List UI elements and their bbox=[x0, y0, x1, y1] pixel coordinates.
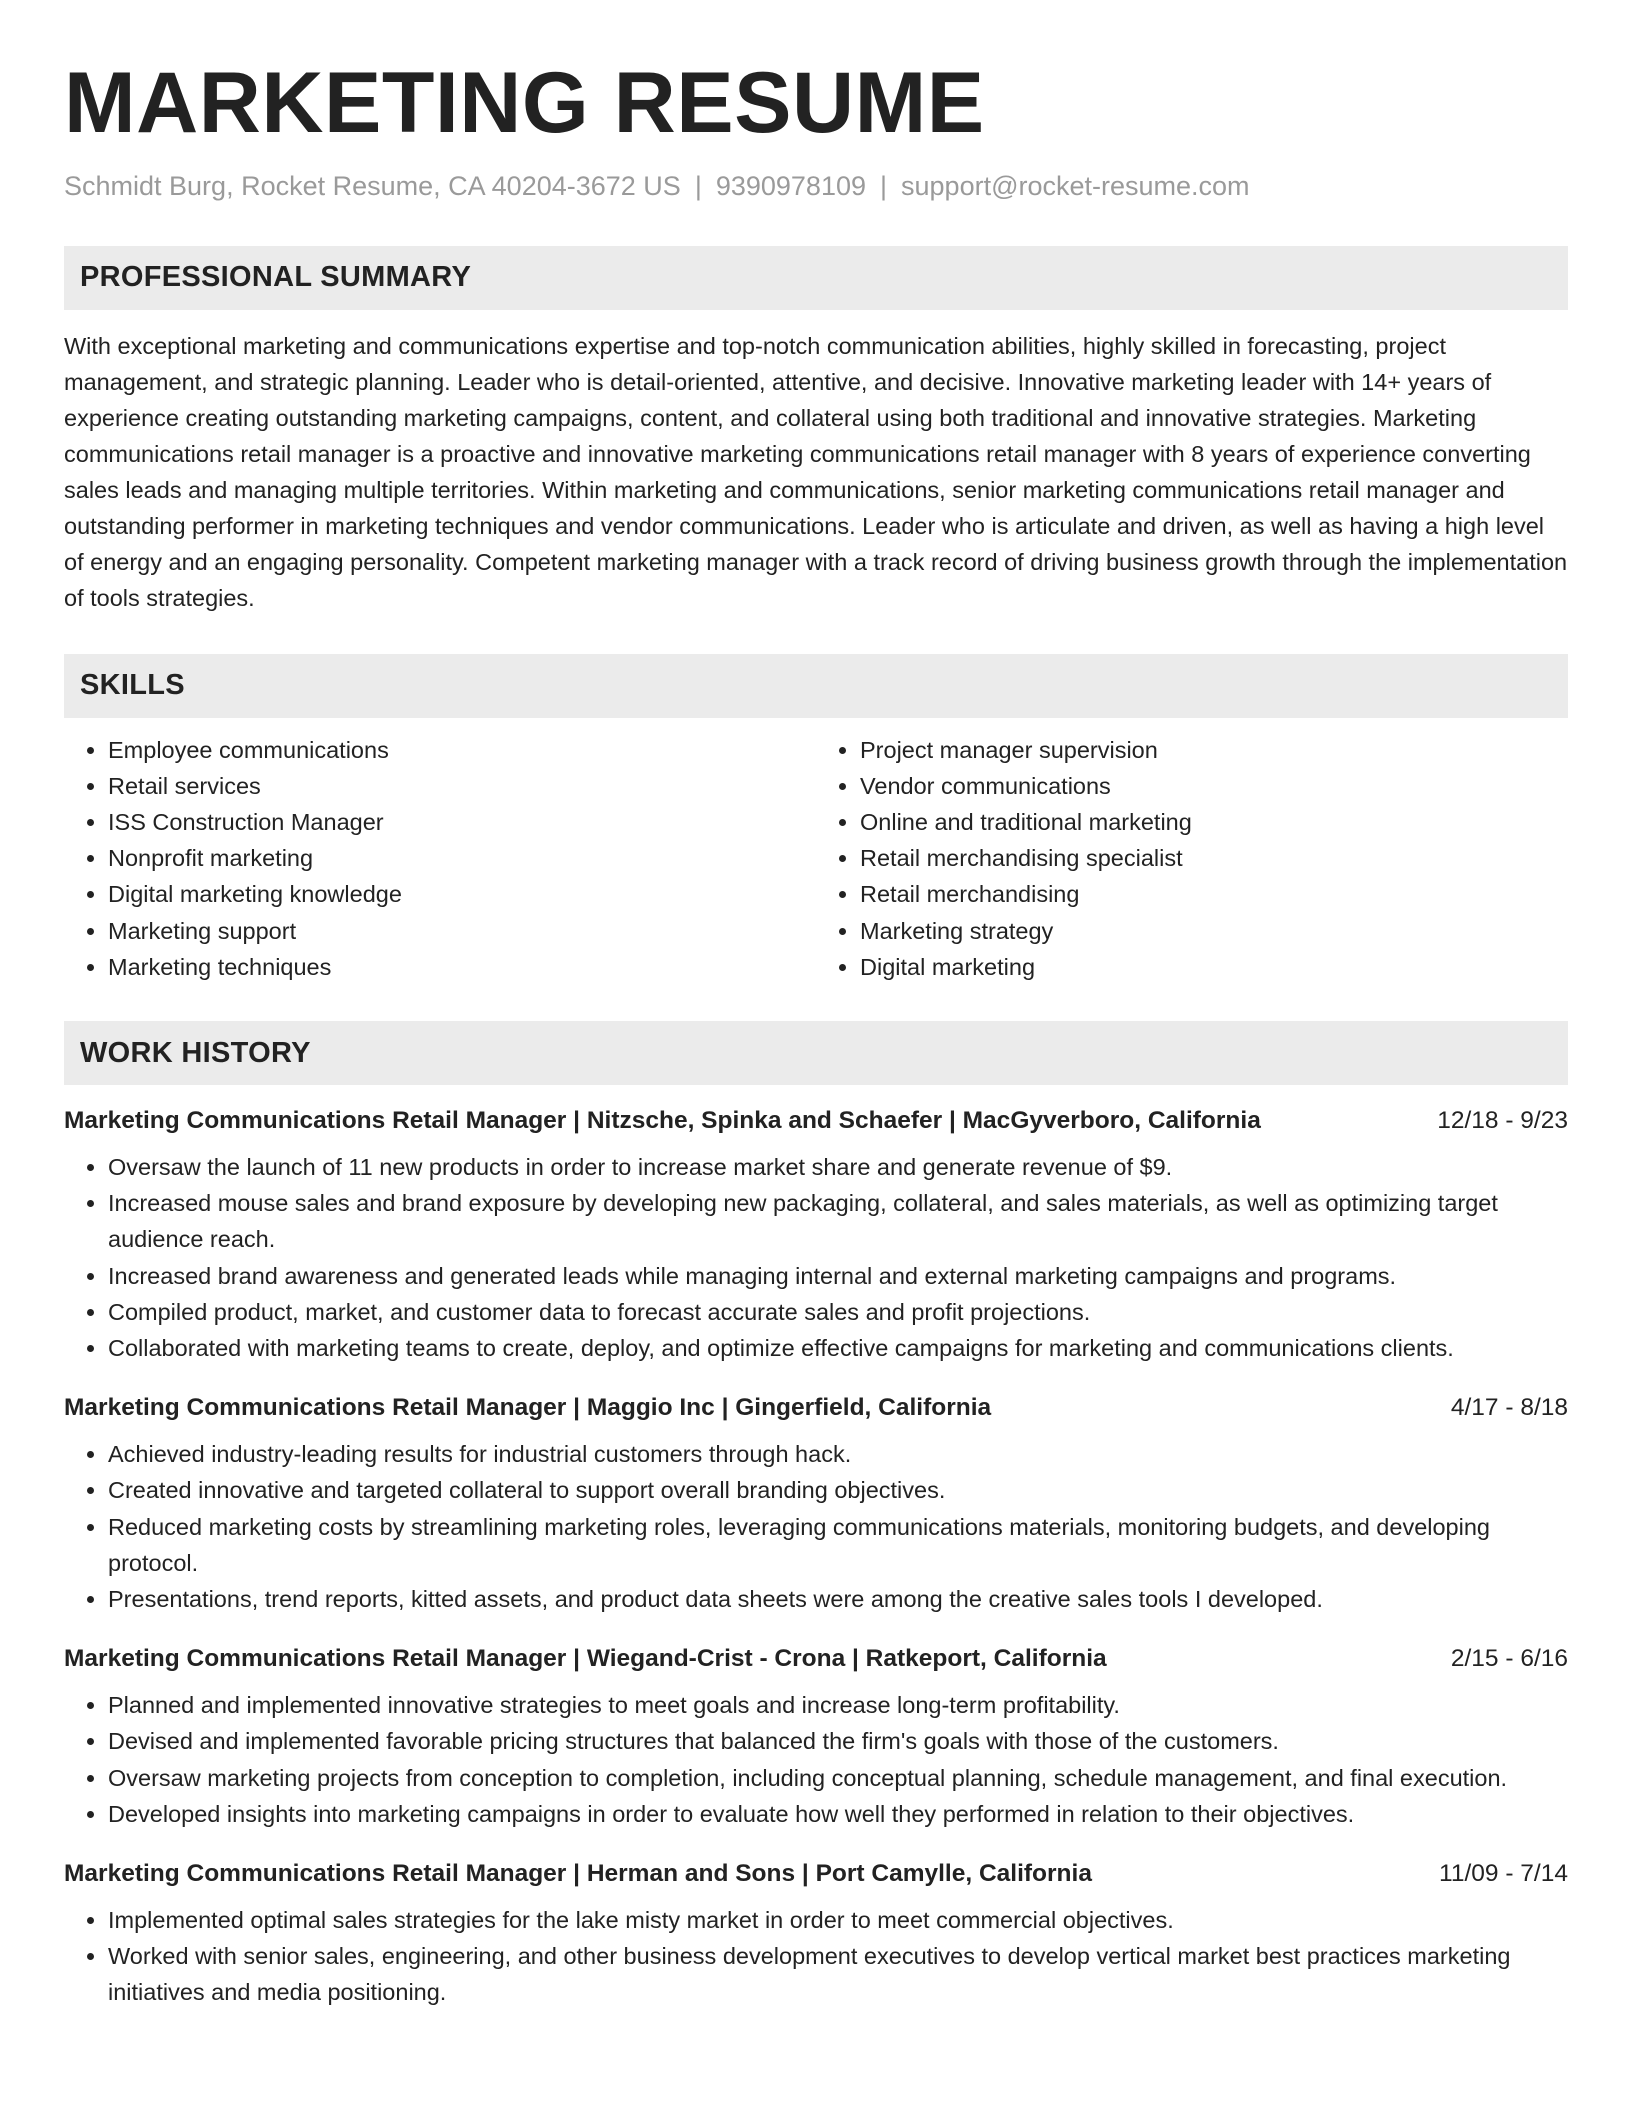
job-title: Marketing Communications Retail Manager | Wiegand-Crist - Crona | Ratkeport, California bbox=[64, 1645, 1107, 1673]
job-dates: 11/09 - 7/14 bbox=[1439, 1860, 1568, 1888]
job-bullet: • Presentations, trend reports, kitted assets, and product data sheets were among the creative sales tools I developed. bbox=[108, 1581, 1568, 1617]
job-bullet: • Developed insights into marketing campaigns in order to evaluate how well they performed in relation to their objectives. bbox=[108, 1796, 1568, 1832]
job-dates: 2/15 - 6/16 bbox=[1450, 1645, 1568, 1673]
job-bullet: • Oversaw the launch of 11 new products in order to increase market share and generate revenue of $9. bbox=[108, 1149, 1568, 1185]
skill-item: • Retail merchandising bbox=[860, 876, 1568, 912]
job-bullets bbox=[64, 1687, 1568, 1832]
skill-item: • Marketing techniques bbox=[108, 949, 816, 985]
job-bullets bbox=[64, 1436, 1568, 1617]
job-entry bbox=[64, 1394, 1568, 1617]
skills-column-right bbox=[816, 732, 1568, 985]
contact-separator: | bbox=[694, 170, 702, 201]
summary-text: With exceptional marketing and communications expertise and top-notch communication abilities, highly skilled in forecasting, project management, and strategic planning. Leader who is detail-oriented, attentive, and decisive. Innovative marketing leader with 14+ years of experience creating outstanding marketing campaigns, content, and collateral using both traditional and innovative strategies. Marketing communications retail manager is a proactive and innovative marketing communications retail manager with 8 years of experience converting sales leads and managing multiple territories. Within marketing and communications, senior marketing communications retail manager and outstanding performer in marketing techniques and vendor communications. Leader who is articulate and driven, as well as having a high level of energy and an engaging personality. Competent marketing manager with a track record of driving business growth through the implementation of tools strategies. bbox=[64, 332, 1568, 611]
job-title: Marketing Communications Retail Manager | Maggio Inc | Gingerfield, California bbox=[64, 1394, 992, 1422]
job-dates: 4/17 - 8/18 bbox=[1450, 1394, 1568, 1422]
section-header-summary: PROFESSIONAL SUMMARY bbox=[64, 246, 1568, 310]
job-bullet: • Compiled product, market, and customer data to forecast accurate sales and profit projections. bbox=[108, 1294, 1568, 1330]
job-bullet: • Achieved industry-leading results for industrial customers through hack. bbox=[108, 1436, 1568, 1472]
skill-item: • Online and traditional marketing bbox=[860, 804, 1568, 840]
skill-item: • Digital marketing bbox=[860, 949, 1568, 985]
contact-phone: 9390978109 bbox=[715, 170, 866, 201]
job-dates: 12/18 - 9/23 bbox=[1437, 1107, 1568, 1135]
skills-list bbox=[64, 732, 1568, 985]
skill-item: • Retail services bbox=[108, 768, 816, 804]
contact-separator: | bbox=[880, 170, 888, 201]
job-bullet: • Planned and implemented innovative strategies to meet goals and increase long-term profitability. bbox=[108, 1687, 1568, 1723]
skill-item: • ISS Construction Manager bbox=[108, 804, 816, 840]
skill-item: • Marketing strategy bbox=[860, 913, 1568, 949]
job-title: Marketing Communications Retail Manager | Herman and Sons | Port Camylle, California bbox=[64, 1860, 1092, 1888]
job-header bbox=[64, 1860, 1568, 1888]
job-bullet: • Created innovative and targeted collateral to support overall branding objectives. bbox=[108, 1472, 1568, 1508]
resume-title: MARKETING RESUME bbox=[64, 55, 985, 151]
contact-address: Schmidt Burg, Rocket Resume, CA 40204-3672 US bbox=[64, 170, 681, 201]
job-bullet: • Oversaw marketing projects from conception to completion, including conceptual planning, schedule management, and final execution. bbox=[108, 1760, 1568, 1796]
job-bullet: • Increased brand awareness and generated leads while managing internal and external marketing campaigns and programs. bbox=[108, 1258, 1568, 1294]
skill-item: • Vendor communications bbox=[860, 768, 1568, 804]
job-header bbox=[64, 1645, 1568, 1673]
section-header-skills: SKILLS bbox=[64, 654, 1568, 718]
skill-item: • Retail merchandising specialist bbox=[860, 840, 1568, 876]
job-bullet: • Increased mouse sales and brand exposure by developing new packaging, collateral, and sales materials, as well as optimizing target audience reach. bbox=[108, 1185, 1568, 1257]
skill-item: • Project manager supervision bbox=[860, 732, 1568, 768]
job-entry bbox=[64, 1645, 1568, 1832]
contact-line bbox=[64, 171, 1568, 202]
skill-item: • Nonprofit marketing bbox=[108, 840, 816, 876]
section-header-work-history: WORK HISTORY bbox=[64, 1021, 1568, 1085]
job-bullet: • Reduced marketing costs by streamlining marketing roles, leveraging communications materials, monitoring budgets, and developing protocol. bbox=[108, 1509, 1568, 1581]
skills-column-left bbox=[64, 732, 816, 985]
job-entry bbox=[64, 1860, 1568, 2011]
job-title: Marketing Communications Retail Manager | Nitzsche, Spinka and Schaefer | MacGyverboro, California bbox=[64, 1107, 1261, 1135]
skill-item: • Employee communications bbox=[108, 732, 816, 768]
skill-item: • Marketing support bbox=[108, 913, 816, 949]
job-header bbox=[64, 1394, 1568, 1422]
job-bullets bbox=[64, 1149, 1568, 1366]
contact-email: support@rocket-resume.com bbox=[901, 170, 1250, 201]
job-bullet: • Devised and implemented favorable pricing structures that balanced the firm's goals with those of the customers. bbox=[108, 1723, 1568, 1759]
skill-item: • Digital marketing knowledge bbox=[108, 876, 816, 912]
job-entry bbox=[64, 1107, 1568, 1366]
job-header bbox=[64, 1107, 1568, 1135]
job-bullets bbox=[64, 1902, 1568, 2011]
job-bullet: • Worked with senior sales, engineering, and other business development executives to develop vertical market best practices marketing initiatives and media positioning. bbox=[108, 1938, 1568, 2010]
job-bullet: • Collaborated with marketing teams to create, deploy, and optimize effective campaigns for marketing and communications clients. bbox=[108, 1330, 1568, 1366]
job-bullet: • Implemented optimal sales strategies for the lake misty market in order to meet commercial objectives. bbox=[108, 1902, 1568, 1938]
